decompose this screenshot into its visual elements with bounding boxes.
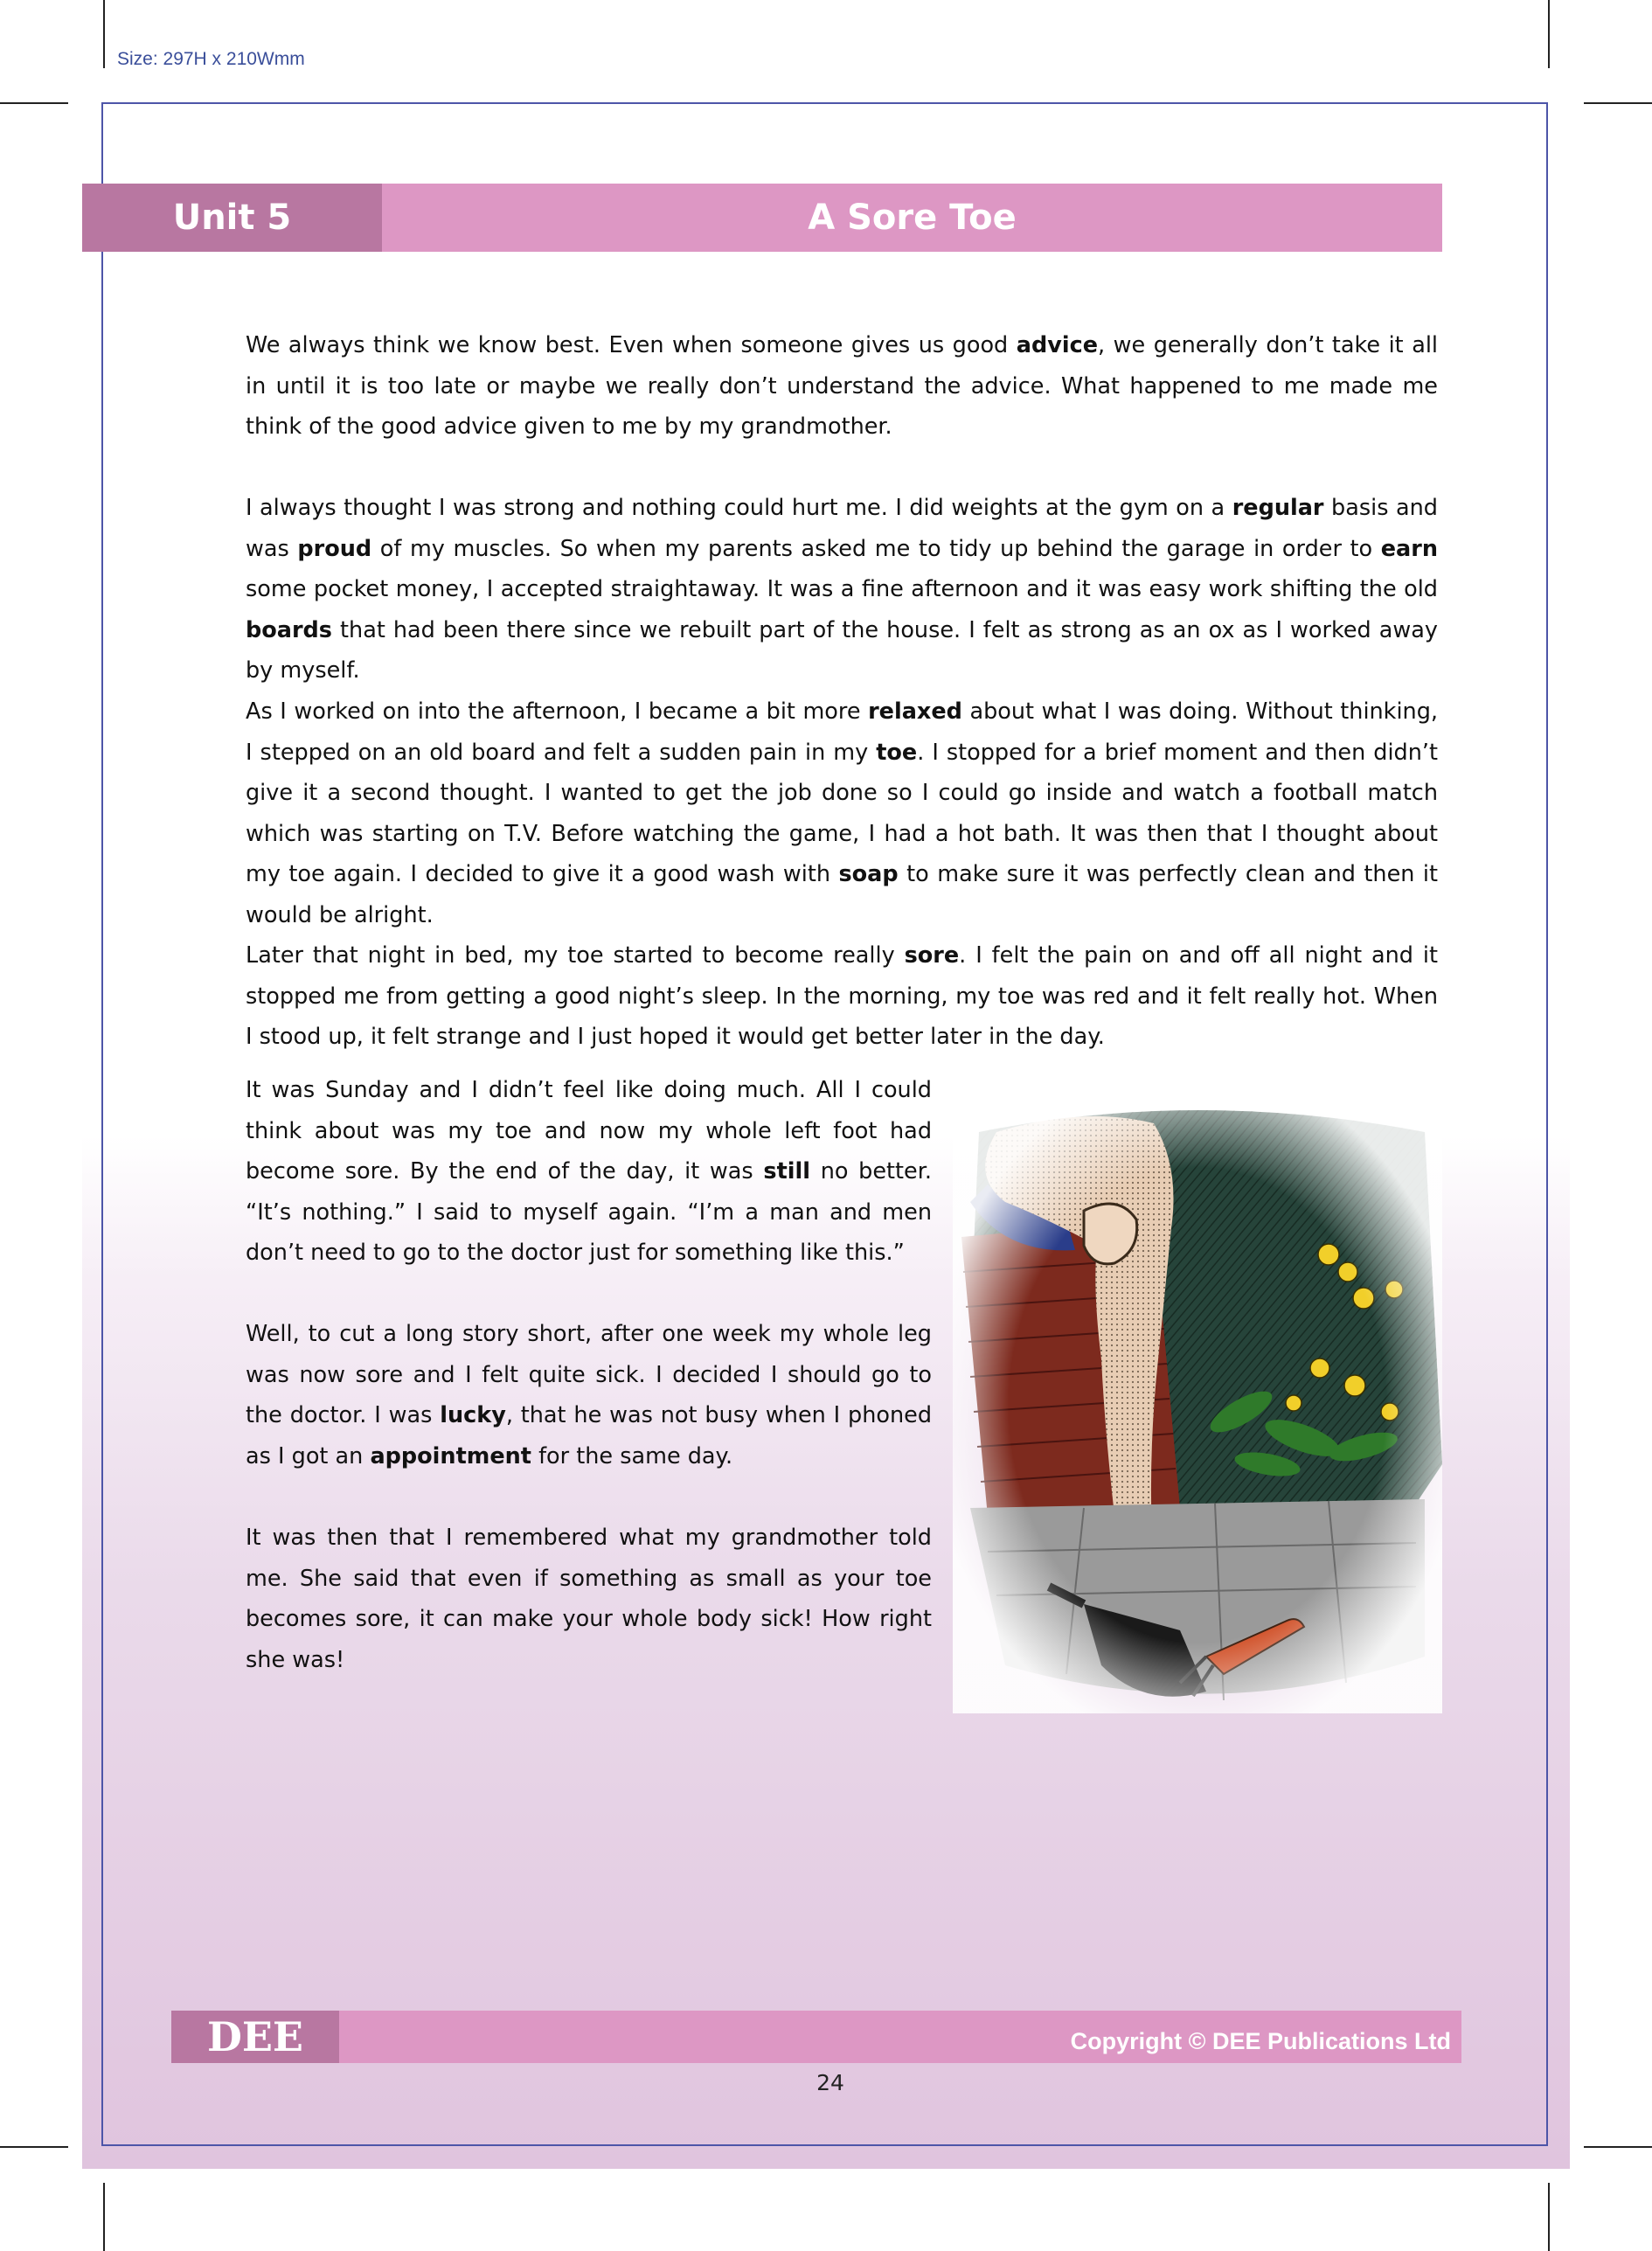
text-segment: , we generally don’t take it all in until it is too late or maybe we really don’t understand the advice. What happened to me made me think of the good advice given to me by my grandmother. (246, 332, 1439, 440)
text-segment: , that he was not busy when I phoned as I got an (246, 1402, 933, 1469)
vocabulary-word: earn (1380, 535, 1438, 562)
text-segment: about what I was doing. Without thinking, I stepped on an old board and felt a sudden pain in my (246, 698, 1438, 766)
text-segment: . I felt the pain on and off all night and it stopped me from getting a good night’s sleep. In the morning, my toe was red and it felt really hot. When I stood up, it felt strange and I just hoped it would get better later in the day. (246, 942, 1438, 1050)
story-paragraph-2 (246, 488, 1438, 691)
text-segment: for the same day. (531, 1442, 733, 1469)
crop-mark-top-left-h (0, 102, 68, 104)
vocabulary-word: sore (904, 942, 960, 969)
crop-mark-bottom-left-h (0, 2146, 68, 2148)
vocabulary-word: proud (297, 535, 372, 562)
print-size-label: Size: 297H x 210Wmm (117, 49, 305, 69)
unit-title: A Sore Toe (808, 198, 1017, 238)
text-segment: It was Sunday and I didn’t feel like doing much. All I could think about was my toe and now my whole left foot had become sore. By the end of the day, it was (246, 1077, 932, 1185)
vocabulary-word: regular (1232, 495, 1324, 521)
text-segment: of my muscles. So when my parents asked me to tidy up behind the garage in order to (371, 535, 1381, 562)
text-segment: . I stopped for a brief moment and then didn’t give it a second thought. I wanted to get the job done so I could go inside and watch a football match which was starting on T.V. Before watching the game, I had a hot bath. It was then that I thought about my toe again. I decided to give it a good wash with (246, 739, 1438, 887)
story-paragraph-5 (246, 1070, 932, 1274)
crop-mark-top-left-v (103, 0, 105, 68)
vocabulary-word: lucky (440, 1402, 506, 1428)
crop-mark-bottom-right-v (1548, 2183, 1550, 2251)
story-paragraph-3 (246, 691, 1438, 935)
vocabulary-word: boards (246, 616, 332, 643)
crop-mark-bottom-left-v (103, 2183, 105, 2251)
vocabulary-word: toe (876, 739, 918, 766)
text-segment: no better. “It’s nothing.” I said to myself again. “I’m a man and men don’t need to go to the doctor just for something like this.” (246, 1158, 932, 1266)
unit-number: Unit 5 (82, 184, 382, 252)
story-paragraph-4 (246, 935, 1438, 1058)
vocabulary-word: still (763, 1158, 811, 1185)
crop-mark-bottom-right-h (1584, 2146, 1652, 2148)
text-segment: Well, to cut a long story short, after one week my whole leg was now sore and I felt quite sick. I decided I should go to the doctor. I was (246, 1321, 932, 1428)
page-number: 24 (816, 2070, 844, 2095)
vocabulary-word: appointment (370, 1442, 531, 1469)
unit-header-bar (82, 184, 1442, 252)
story-paragraph-6 (246, 1314, 932, 1476)
copyright-notice: Copyright © DEE Publications Ltd (1070, 2028, 1451, 2054)
text-segment: Later that night in bed, my toe started to become really (246, 942, 905, 969)
text-segment: that had been there since we rebuilt part of the house. I felt as strong as an ox as I worked away by myself. (246, 616, 1438, 684)
text-segment: It was then that I remembered what my grandmother told me. She said that even if something as small as your toe becomes sore, it can make your whole body sick! How right she was! (246, 1525, 932, 1673)
vocabulary-word: relaxed (868, 698, 962, 725)
crop-mark-top-right-v (1548, 0, 1550, 68)
crop-mark-top-right-h (1584, 102, 1652, 104)
dee-logo: DEE (171, 2011, 339, 2063)
story-paragraph-1 (246, 325, 1438, 448)
text-segment: We always think we know best. Even when someone gives us good (246, 332, 1017, 358)
story-paragraph-7 (246, 1518, 932, 1680)
vocabulary-word: soap (838, 861, 899, 887)
text-segment: As I worked on into the afternoon, I became a bit more (246, 698, 869, 725)
footer-bar (171, 2011, 1461, 2063)
text-segment: I always thought I was strong and nothing could hurt me. I did weights at the gym on a (246, 495, 1232, 521)
sore-foot-illustration (953, 1097, 1442, 1713)
text-segment: some pocket money, I accepted straightaway. It was a fine afternoon and it was easy work shifting the old (246, 576, 1438, 602)
text-segment: to make sure it was perfectly clean and then it would be alright. (246, 861, 1438, 928)
vocabulary-word: advice (1016, 332, 1099, 358)
text-segment: basis and was (246, 495, 1438, 562)
